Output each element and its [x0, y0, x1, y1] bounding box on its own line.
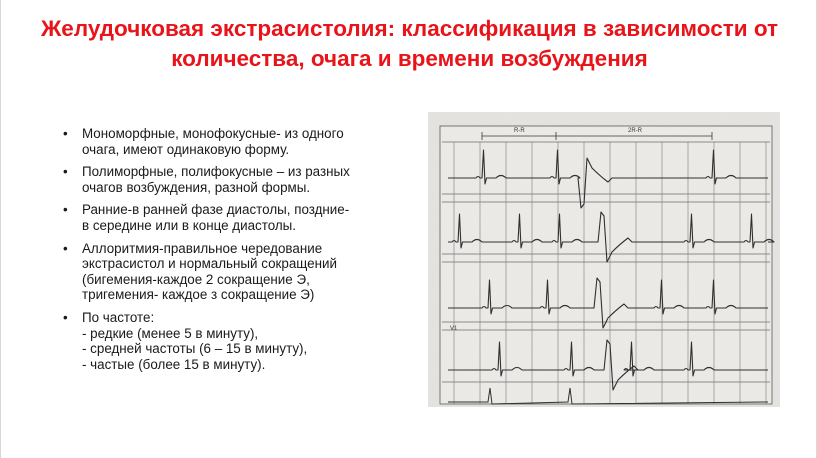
- bullet-dot: •: [63, 164, 68, 180]
- ecg-image: [428, 112, 780, 407]
- bullet-item: [63, 126, 413, 157]
- bullet-dot: •: [63, 309, 68, 325]
- slide-title-line-1: Желудочковая экстрасистолия: классификация в зависимости от: [40, 16, 779, 41]
- bullet-text: По частоте: - редкие (менее 5 в минуту), - средней частоты (6 – 15 в минуту), - частые (более 15 в минуту).: [82, 309, 308, 372]
- slide-title-line-2: количества, очага и времени возбуждения: [171, 46, 648, 71]
- bullet-text: Ранние-в ранней фазе диастолы, поздние- в середине или в конце диастолы.: [82, 202, 350, 233]
- slide-title: [7, 14, 812, 74]
- bullet-list: [63, 126, 413, 379]
- bullet-item: [63, 202, 413, 233]
- bullet-dot: •: [63, 240, 68, 256]
- bullet-item: [63, 310, 413, 372]
- bullet-item: [63, 241, 413, 303]
- bullet-text: Мономорфные, монофокусные- из одного очага, имеют одинаковую форму.: [82, 126, 344, 157]
- ecg-strips: [428, 112, 780, 407]
- bullet-text: Аллоритмия-правильное чередование экстрасистол и нормальный сокращений (бигемения-каждое 2 сокращение Э, тригемения- каждое з сокращение Э): [82, 240, 337, 303]
- bullet-item: [63, 164, 413, 195]
- bullet-dot: •: [63, 202, 68, 218]
- bullet-text: Полиморфные, полифокусные – из разных очагов возбуждения, разной формы.: [82, 164, 350, 195]
- ecg-texture: [428, 112, 780, 407]
- bullet-dot: •: [63, 126, 68, 141]
